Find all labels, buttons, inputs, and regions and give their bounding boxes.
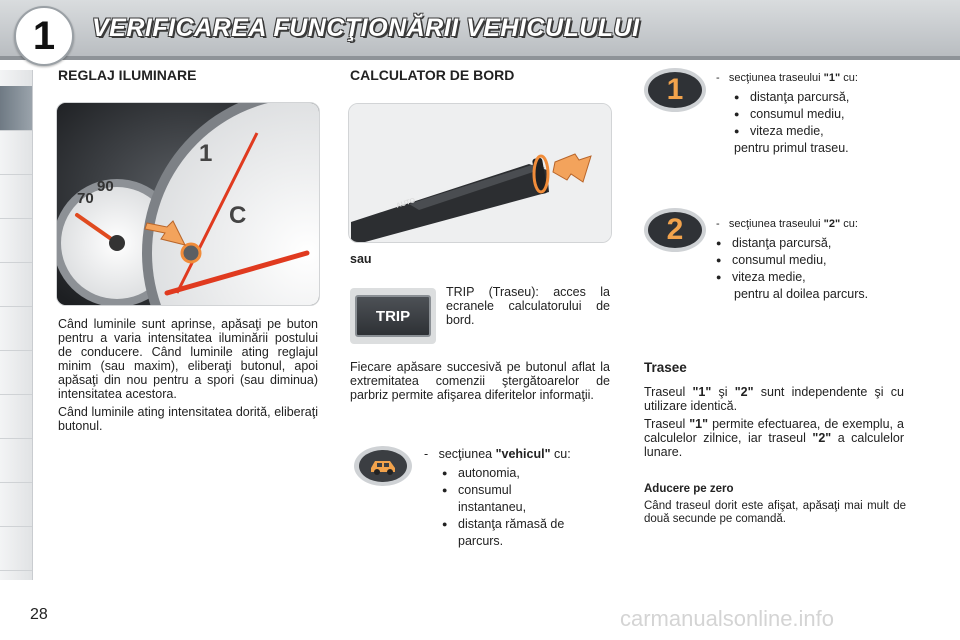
gauge-number-1: 1 xyxy=(199,140,213,167)
illumination-heading: REGLAJ ILUMINARE xyxy=(58,67,197,83)
chapter-tab[interactable] xyxy=(0,482,32,527)
routes-paragraph-1: Traseul "1" şi "2" sunt independente şi cu utilizare identică. xyxy=(644,385,904,413)
chapter-tabs xyxy=(0,70,33,580)
list-item: ● viteza medie, xyxy=(734,123,936,140)
list-item: ● consumul mediu, xyxy=(734,106,936,123)
gauge-number-90: 90 xyxy=(97,178,114,195)
trip2-badge xyxy=(644,208,706,252)
wiper-stalk-image xyxy=(348,103,612,243)
trip2-suffix: cu: xyxy=(843,218,858,230)
chapter-tab[interactable] xyxy=(0,174,32,219)
trip1-section: - secţiunea traseului "1" cu: ● distanţa parcursă, ● consumul mediu, ● viteza medie, pentru primul traseu. xyxy=(716,70,936,157)
trip1-badge-number: 1 xyxy=(648,72,702,108)
gauge-illustration xyxy=(57,103,319,305)
chapter-tab[interactable] xyxy=(0,350,32,395)
trip1-suffix: cu: xyxy=(843,72,858,84)
chapter-tab[interactable] xyxy=(0,130,32,175)
routes-heading: Trasee xyxy=(644,360,687,375)
chapter-tab-active[interactable] xyxy=(0,86,32,131)
trip1-footer: pentru primul traseu. xyxy=(734,141,849,155)
illumination-text xyxy=(58,317,318,437)
chapter-tab[interactable] xyxy=(0,526,32,571)
trip-button[interactable]: TRIP xyxy=(355,295,431,337)
trip1-badge xyxy=(644,68,706,112)
press-description: Fiecare apăsare succesivă pe butonul aflat la extremitatea comenzii ştergătoarelor de parbriz permite afişarea diferitelor informaţii. xyxy=(350,360,610,402)
routes-text xyxy=(644,385,904,463)
trip1-name: "1" xyxy=(823,72,841,84)
list-item: ● autonomia, xyxy=(442,465,614,482)
list-item: ● distanţa rămasă de parcurs. xyxy=(442,516,598,550)
trip2-badge-number: 2 xyxy=(648,212,702,248)
list-item: ● distanţa parcursă, xyxy=(716,235,936,252)
car-icon xyxy=(368,456,398,476)
trip-button-image xyxy=(350,288,436,344)
chapter-tab[interactable] xyxy=(0,394,32,439)
trip2-prefix: secţiunea traseului xyxy=(728,218,821,230)
chapter-tab[interactable] xyxy=(0,262,32,307)
trip2-footer: pentru al doilea parcurs. xyxy=(734,287,869,301)
computer-heading: CALCULATOR DE BORD xyxy=(350,67,515,83)
gauge-number-70: 70 xyxy=(77,190,94,207)
vehicle-section: - secţiunea "vehicul" cu: ● autonomia, ● consumul instantaneu, ● distanţa rămasă de parcurs. xyxy=(424,446,614,550)
trip2-section: - secţiunea traseului "2" cu: ● distanţa parcursă, ● consumul mediu, ● viteza medie, pentru al doilea parcurs. xyxy=(716,216,936,303)
illumination-paragraph-1: Când luminile sunt aprinse, apăsaţi pe buton pentru a varia intensitatea iluminării postului de conducere. Când luminile ating reglajul minim (sau maxim), eliberaţi butonul, apoi apăsaţi din nou pentru a spori (sau diminua) intensitatea acestora. xyxy=(58,317,318,401)
header-rule xyxy=(0,56,960,60)
stalk-auto-label: AUTO xyxy=(395,197,417,210)
list-item: ● viteza medie, xyxy=(716,269,936,286)
chapter-tab[interactable] xyxy=(0,438,32,483)
page-number: 28 xyxy=(30,606,48,623)
vehicle-prefix: secţiunea xyxy=(438,447,493,461)
gauge-number-c: C xyxy=(229,202,247,229)
illumination-button[interactable] xyxy=(182,244,200,262)
chapter-badge: 1 xyxy=(14,6,74,66)
chapter-tab[interactable] xyxy=(0,306,32,351)
chapter-tab[interactable] xyxy=(0,218,32,263)
list-item: ● consumul mediu, xyxy=(716,252,936,269)
or-label: sau xyxy=(350,252,372,266)
trip1-prefix: secţiunea traseului xyxy=(728,72,821,84)
trip2-name: "2" xyxy=(823,218,841,230)
dashboard-gauge-image xyxy=(56,102,320,306)
routes-paragraph-2: Traseul "1" permite efectuarea, de exemplu, a calculelor zilnice, iar traseul "2" a calculelor lunare. xyxy=(644,417,904,459)
page-title: VERIFICAREA FUNCŢIONĂRII VEHICULULUI xyxy=(92,14,640,42)
wiper-stalk-illustration xyxy=(349,104,611,242)
illumination-paragraph-2: Când luminile ating intensitatea dorită, eliberaţi butonul. xyxy=(58,405,318,433)
list-item: ● consumul instantaneu, xyxy=(442,482,548,516)
vehicle-name: "vehicul" xyxy=(495,447,551,461)
trip-description: TRIP (Traseu): acces la ecranele calculatorului de bord. xyxy=(446,285,610,327)
vehicle-suffix: cu: xyxy=(554,447,571,461)
watermark: carmanualsonline.info xyxy=(620,606,835,631)
list-item: ● distanţa parcursă, xyxy=(734,89,936,106)
vehicle-section-badge xyxy=(354,446,412,486)
reset-text: Când traseul dorit este afişat, apăsaţi mai mult de două secunde pe comandă. xyxy=(644,500,906,525)
reset-heading: Aducere pe zero xyxy=(644,483,734,495)
